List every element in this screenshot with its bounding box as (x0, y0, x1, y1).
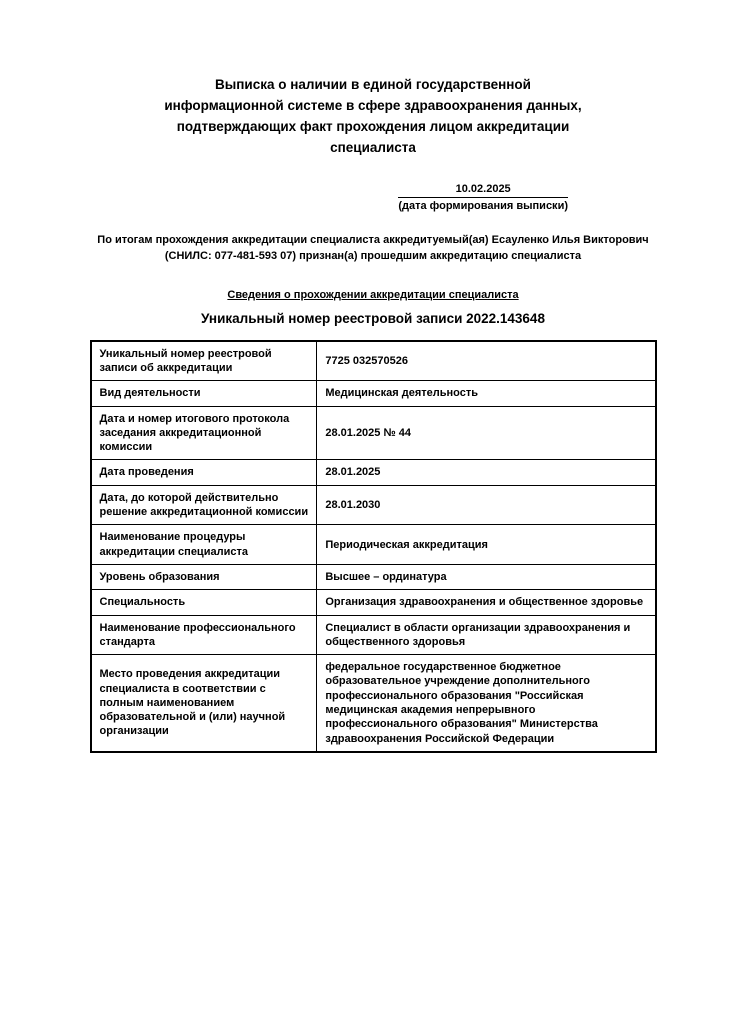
row-value: Специалист в области организации здравоохранения и общественного здоровья (317, 615, 656, 655)
table-row (91, 485, 656, 525)
issue-date-block (398, 183, 568, 212)
table-row (91, 564, 656, 589)
accreditation-result-paragraph: По итогам прохождения аккредитации специалиста аккредитуемый(ая) Есауленко Илья Викторович (СНИЛС: 077-481-593 07) признан(а) прошедшим аккредитацию специалиста (97, 233, 649, 263)
row-value: 7725 032570526 (317, 341, 656, 381)
table-row (91, 615, 656, 655)
row-label: Уникальный номер реестровой записи об аккредитации (91, 341, 317, 381)
row-value: Медицинская деятельность (317, 381, 656, 406)
issue-date-caption: (дата формирования выписки) (398, 199, 568, 212)
table-row (91, 460, 656, 485)
accreditation-table-body (91, 341, 656, 752)
row-label: Дата и номер итогового протокола заседания аккредитационной комиссии (91, 406, 317, 460)
row-label: Уровень образования (91, 564, 317, 589)
table-row (91, 590, 656, 615)
row-value: Высшее – ординатура (317, 564, 656, 589)
row-value: 28.01.2025 (317, 460, 656, 485)
row-value: 28.01.2025 № 44 (317, 406, 656, 460)
row-value: федеральное государственное бюджетное образовательное учреждение дополнительного профессионального образования "Российская медицинская академия непрерывного профессионального образования" Министерства здравоохранения Российской Федерации (317, 655, 656, 752)
row-label: Специальность (91, 590, 317, 615)
section-heading: Сведения о прохождении аккредитации специалиста (227, 288, 519, 301)
row-label: Место проведения аккредитации специалиста в соответствии с полным наименованием образовательной и (или) научной организации (91, 655, 317, 752)
registry-number-heading: Уникальный номер реестровой записи 2022.143648 (201, 310, 545, 326)
row-value: Периодическая аккредитация (317, 525, 656, 565)
issue-date: 10.02.2025 (398, 183, 568, 198)
table-row (91, 341, 656, 381)
document-title: Выписка о наличии в единой государственной информационной системе в сфере здравоохранения данных, подтверждающих факт прохождения лицом аккредитации специалиста (164, 77, 582, 155)
table-row (91, 655, 656, 752)
row-value: 28.01.2030 (317, 485, 656, 525)
row-label: Наименование процедуры аккредитации специалиста (91, 525, 317, 565)
row-label: Дата проведения (91, 460, 317, 485)
table-row (91, 381, 656, 406)
row-label: Вид деятельности (91, 381, 317, 406)
row-label: Дата, до которой действительно решение аккредитационной комиссии (91, 485, 317, 525)
accreditation-details-table (90, 340, 657, 753)
table-row (91, 525, 656, 565)
row-value: Организация здравоохранения и общественное здоровье (317, 590, 656, 615)
table-row (91, 406, 656, 460)
row-label: Наименование профессионального стандарта (91, 615, 317, 655)
